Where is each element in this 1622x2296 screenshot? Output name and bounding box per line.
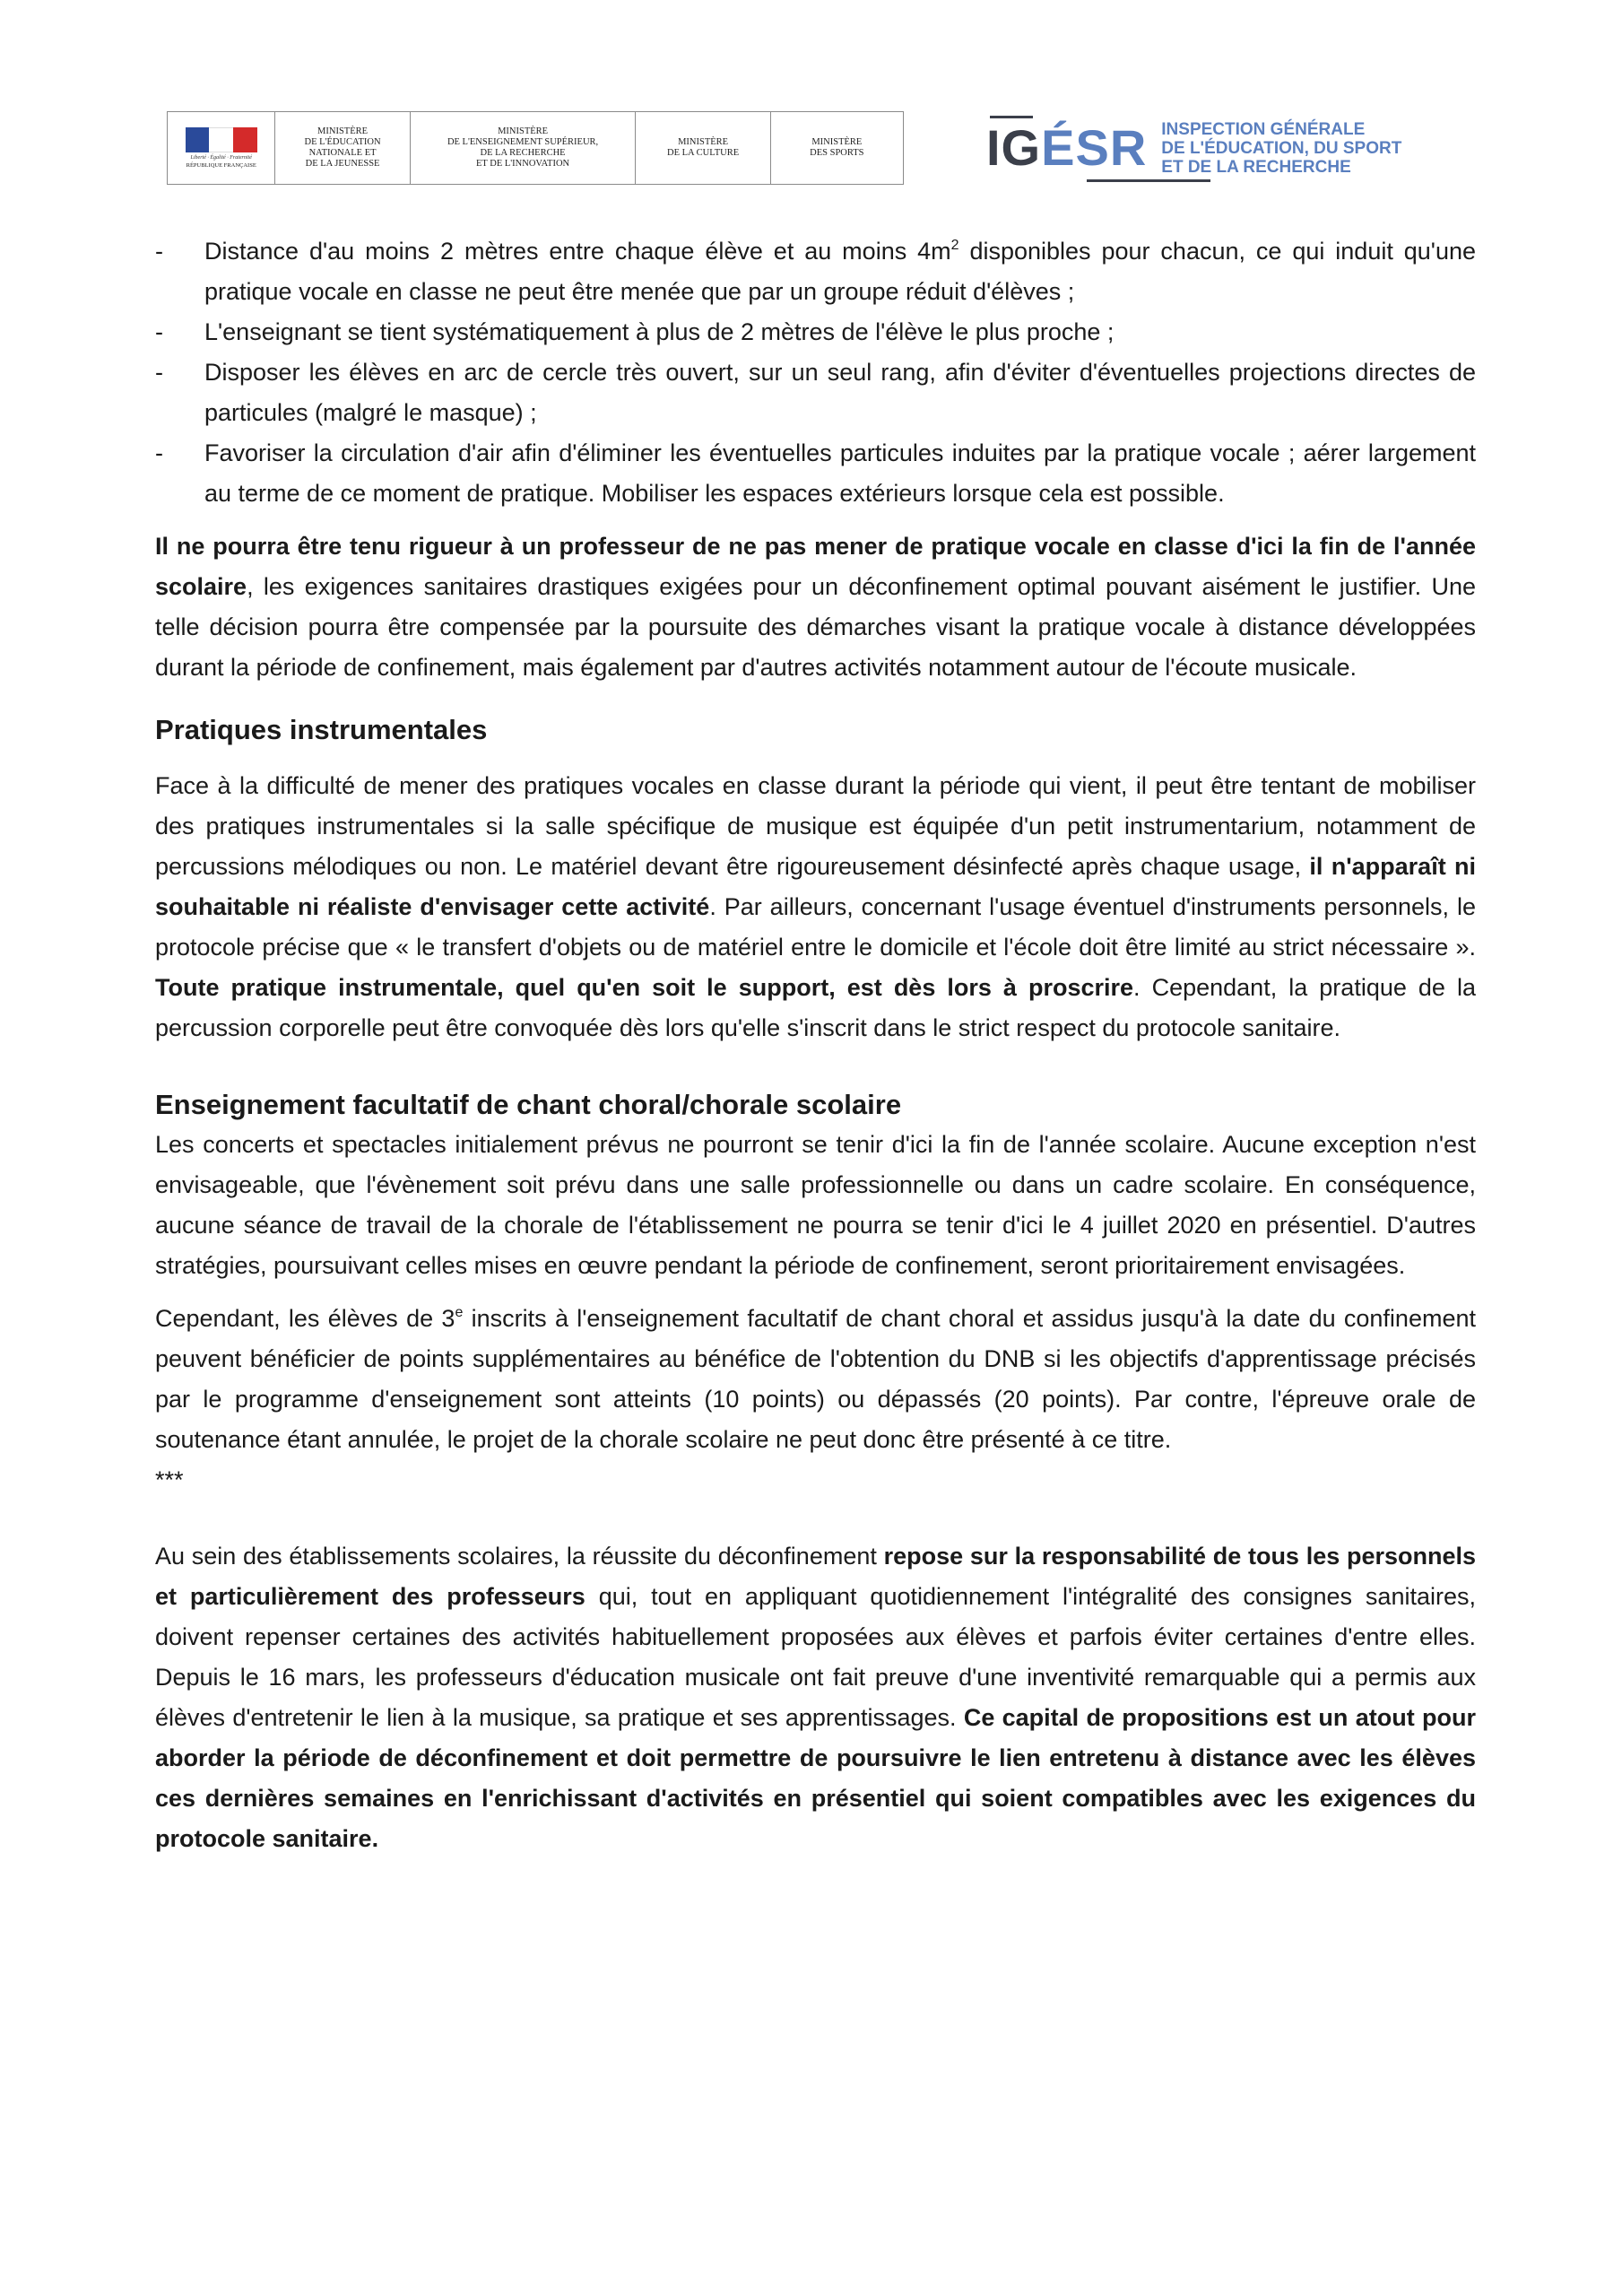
paragraph-text: . Par ailleurs, concernant l'usage éventuel d'instruments personnels, le protocole précise que « le transfert d'objets ou de matériel entre le domicile et l'école doit être limité au strict nécessaire ». [155,893,1477,961]
igesr-wordmark [986,119,1148,176]
bold-text: Il ne pourra être tenu rigueur à un professeur de ne pas mener de pratique vocale en classe d'ici la fin de l'année scolaire [155,533,1476,600]
list-item-text: Favoriser la circulation d'air afin d'éliminer les éventuelles particules induites par la pratique vocale ; aérer largement au terme de ce moment de pratique. Mobiliser les espaces extérieurs lorsque cela est possible. [204,439,1476,507]
list-item [155,231,1476,312]
ministries-block [167,111,904,185]
igesr-name-line1: INSPECTION GÉNÉRALE [1161,119,1366,139]
section-heading: Pratiques instrumentales [155,714,488,745]
paragraph-text: Au sein des établissements scolaires, la réussite du déconfinement [155,1543,884,1570]
igesr-name [1161,120,1401,177]
superscript: e [455,1305,464,1320]
list-item-text: Disposer les élèves en arc de cercle très ouvert, sur un seul rang, afin d'éviter d'éventuelles projections directes de particules (malgré le masque) ; [204,359,1476,426]
document-body [155,231,1476,1859]
igesr-name-line2: DE L'ÉDUCATION, DU SPORT [1161,138,1402,158]
list-item-text: disponibles pour chacun, ce qui induit qu'une pratique vocale en classe ne peut être menée que par un groupe réduit d'élèves ; [204,238,1476,305]
measures-list [155,231,1476,514]
paragraph-conclusion [155,1536,1476,1859]
paragraph-text: Face à la difficulté de mener des pratiques vocales en classe durant la période qui vient, il peut être tentant de mobiliser des pratiques instrumentales si la salle spécifique de musique est équipée d'un petit instrumentarium, notamment de percussions mélodiques ou non. Le matériel devant être rigoureusement désinfecté après chaque usage, [155,772,1476,880]
list-item [155,352,1476,433]
republique-francaise-logo [168,112,275,184]
bold-text: repose sur la responsabilité de tous les personnels et particulièrement des professeurs [155,1543,1477,1610]
bold-text: Toute pratique instrumentale, quel qu'en soit le support, est dès lors à proscrire [155,974,1134,1001]
section-heading: Enseignement facultatif de chant choral/chorale scolaire [155,1089,902,1120]
igesr-wordmark-ig: IG [986,119,1042,176]
paragraph-text: inscrits à l'enseignement facultatif de chant choral et assidus jusqu'à la date du confinement peuvent bénéficier de points supplémentaires au bénéfice de l'obtention du DNB si les objectifs d'apprentissage précisés par le programme d'enseignement sont atteints (10 points) ou dépassés (20 points). Par contre, l'épreuve orale de soutenance étant annulée, le projet de la chorale scolaire ne peut donc être présenté à ce titre. [155,1305,1476,1453]
list-item [155,433,1476,514]
letterhead [0,108,1622,197]
paragraph-text: Cependant, les élèves de 3 [155,1305,455,1332]
ministry-higher-education: MINISTÈRE DE L'ENSEIGNEMENT SUPÉRIEUR, DE LA RECHERCHE ET DE L'INNOVATION [411,112,637,184]
paragraph-instrumental [155,766,1476,1048]
list-item-text: L'enseignant se tient systématiquement à plus de 2 mètres de l'élève le plus proche ; [204,318,1115,345]
igesr-wordmark-esr: ÉSR [1041,119,1148,176]
igesr-name-line3: ET DE LA RECHERCHE [1161,157,1351,177]
republic-motto: Liberté · Égalité · Fraternité [190,154,252,161]
paragraph-text: . Cependant, la pratique de la percussion corporelle peut être convoquée dès lors qu'elle s'inscrit dans le strict respect du protocole sanitaire. [155,974,1476,1041]
paragraph-text: , les exigences sanitaires drastiques exigées pour un déconfinement optimal pouvant aisément le justifier. Une telle décision pourra être compensée par la poursuite des démarches visant la pratique vocale à distance développées durant la période de confinement, mais également par d'autres activités notamment autour de l'écoute musicale. [155,573,1476,681]
section-separator: *** [155,1466,184,1493]
bold-text: Ce capital de propositions est un atout pour aborder la période de déconfinement et doit permettre de poursuivre le lien entretenu à distance avec les élèves ces dernières semaines en l'enrichissant d'activités en présentiel qui soient compatibles avec les exigences du protocole sanitaire. [155,1704,1476,1852]
paragraph-dnb-points [155,1299,1476,1460]
list-item [155,312,1476,352]
ministry-sports: MINISTÈRE DES SPORTS [810,137,864,158]
bold-text: il n'apparaît ni souhaitable ni réaliste d'envisager cette activité [155,853,1477,920]
paragraph-vocal-practice [155,526,1476,688]
republic-name: RÉPUBLIQUE FRANÇAISE [186,161,256,169]
superscript: 2 [950,238,959,253]
paragraph-text: qui, tout en appliquant quotidiennement l'intégralité des consignes sanitaires, doivent repenser certaines des activités habituellement proposées aux élèves et parfois éviter certaines d'entre elles. Depuis le 16 mars, les professeurs d'éducation musicale ont fait preuve d'une inventivité remarquable qui a permis aux élèves d'entretenir le lien à la musique, sa pratique et ses apprentissages. [155,1583,1476,1731]
ministry-education: MINISTÈRE DE L'ÉDUCATION NATIONALE ET DE LA JEUNESSE [275,112,410,184]
ministry-culture: MINISTÈRE DE LA CULTURE [636,112,770,184]
paragraph-concerts: Les concerts et spectacles initialement prévus ne pourront se tenir d'ici la fin de l'année scolaire. Aucune exception n'est envisageable, que l'évènement soit prévu dans une salle professionnelle ou dans un cadre scolaire. En conséquence, aucune séance de travail de la chorale de l'établissement ne pourra se tenir d'ici le 4 juillet 2020 en présentiel. D'autres stratégies, poursuivant celles mises en œuvre pendant la période de confinement, seront prioritairement envisagées. [155,1131,1476,1279]
french-flag-icon [186,127,257,152]
list-item-text: Distance d'au moins 2 mètres entre chaque élève et au moins 4m [204,238,951,265]
igesr-logo [986,108,1401,188]
